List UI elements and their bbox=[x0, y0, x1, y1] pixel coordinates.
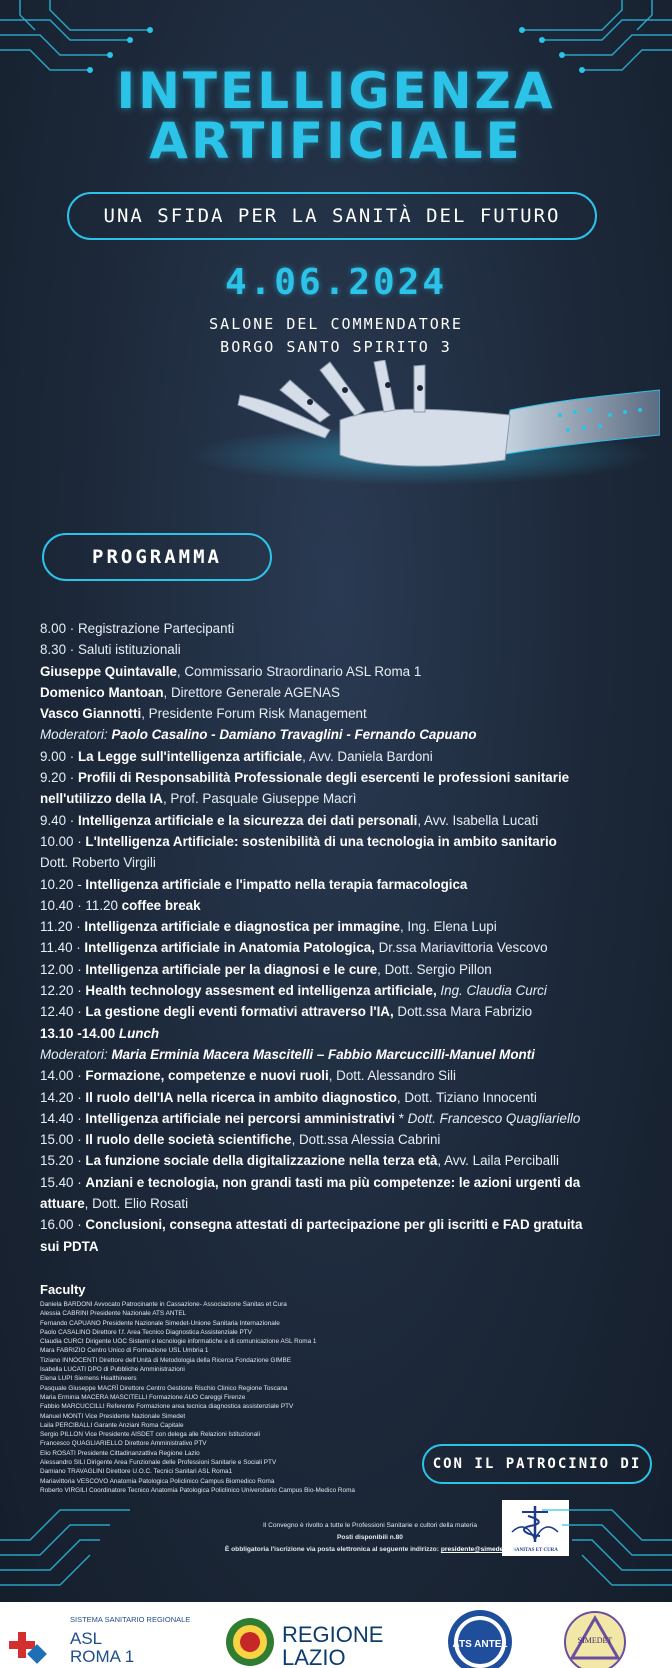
program-row bbox=[40, 1065, 640, 1086]
program-text: Intelligenza artificiale nei percorsi amministrativi bbox=[85, 1110, 396, 1126]
program-text: 14.40 · bbox=[40, 1110, 86, 1126]
faculty-item: Elio ROSATI Presidente Cittadinanzattiva Regione Lazio bbox=[40, 1449, 200, 1457]
program-text: 11.40 · bbox=[40, 940, 85, 956]
program-row bbox=[40, 1129, 640, 1150]
program-text: Anziani e tecnologia, non grandi tasti ma più competenze: le azioni urgenti da bbox=[85, 1174, 581, 1190]
program-text: , Dott. Tiziano Innocenti bbox=[396, 1089, 537, 1105]
footer-logo-bar bbox=[0, 1602, 672, 1668]
program-text: Giuseppe Quintavalle bbox=[40, 663, 177, 679]
program-text: , Dott. Alessandro Sili bbox=[328, 1068, 457, 1084]
program-text: 11.20 · bbox=[40, 919, 85, 935]
program-text: , Commissario Straordinario ASL Roma 1 bbox=[176, 663, 422, 679]
program-text: Il ruolo delle società scientifiche bbox=[85, 1132, 292, 1148]
program-row bbox=[40, 937, 640, 958]
program-row bbox=[40, 1044, 640, 1065]
regione-line2: LAZIO bbox=[282, 1645, 346, 1668]
faculty-item: Manuel MONTI Vice Presidente Nazionale Simedet bbox=[40, 1412, 186, 1420]
title-line-2: ARTIFICIALE bbox=[149, 112, 523, 170]
faculty-item: Alessia CABRINI Presidente Nazionale ATS ANTEL bbox=[40, 1310, 187, 1318]
note-registration bbox=[160, 1546, 580, 1553]
program-text: Ing. Claudia Curci bbox=[440, 983, 547, 999]
faculty-item: Maria Erminia MACERA MASCITELLI Formazione AUO Careggi Firenze bbox=[40, 1393, 246, 1401]
email-link[interactable]: presidente@simedet.eu bbox=[440, 1546, 516, 1553]
simedet-label: SIMEDET bbox=[577, 1636, 613, 1645]
faculty-item: Claudia CURCI Dirigente UOC Sistemi e tecnologie informatiche e di comunicazione ASL Roma 1 bbox=[40, 1338, 317, 1346]
program-text: 13.10 -14.00 bbox=[40, 1025, 119, 1041]
asl-line1: ASL bbox=[70, 1629, 103, 1648]
program-row bbox=[40, 895, 640, 916]
faculty-item: Francesco QUAGLIARIELLO Direttore Amministrativo PTV bbox=[40, 1440, 207, 1448]
program-text: Il ruolo dell'IA nella ricerca in ambito diagnostico bbox=[85, 1089, 397, 1105]
regione-lazio-logo bbox=[226, 1618, 274, 1666]
program-text: 9.00 · bbox=[40, 748, 78, 764]
title-line-1: INTELLIGENZA bbox=[116, 62, 556, 120]
event-date: 4.06.2024 bbox=[224, 262, 448, 303]
program-row bbox=[40, 1236, 640, 1257]
note-seats: Posti disponibili n.80 bbox=[337, 1534, 403, 1541]
program-row bbox=[40, 852, 640, 873]
program-text: 8.00 · bbox=[40, 621, 75, 636]
asl-small-label: SISTEMA SANITARIO REGIONALE bbox=[70, 1615, 191, 1624]
program-text: 8.30 · bbox=[40, 642, 75, 658]
program-text: La gestione degli eventi formativi attraverso l'IA, bbox=[85, 1004, 394, 1020]
program-row bbox=[40, 661, 640, 682]
program-text: Domenico Mantoan bbox=[40, 684, 164, 700]
program-row bbox=[40, 1193, 640, 1214]
faculty-item: Fernando CAPUANO Presidente Nazionale Simedet-Unione Sanitaria Internazionale bbox=[40, 1319, 280, 1327]
patrocinio-heading: CON IL PATROCINIO DI bbox=[422, 1444, 652, 1484]
program-row bbox=[40, 1108, 640, 1129]
program-text: L'Intelligenza Artificiale: sostenibilità di una tecnologia in ambito sanitario bbox=[85, 833, 557, 849]
circuit-decoration-bottom-left bbox=[0, 1500, 140, 1600]
venue-line-1: SALONE DEL COMMENDATORE bbox=[209, 315, 463, 333]
program-row bbox=[40, 618, 640, 639]
faculty-item: Damiano TRAVAGLINI Direttore U.O.C. Tecnici Sanitari ASL Roma1 bbox=[40, 1468, 233, 1476]
program-text: 9.20 · bbox=[40, 770, 78, 786]
program-text: attuare bbox=[40, 1196, 85, 1212]
robot-hand-illustration bbox=[180, 360, 660, 490]
program-row bbox=[40, 874, 640, 895]
program-text: Moderatori: bbox=[40, 727, 112, 743]
program-text: Conclusioni, consegna attestati di partecipazione per gli iscritti e FAD gratuita bbox=[85, 1217, 583, 1233]
program-text: , Presidente Forum Risk Management bbox=[141, 706, 367, 722]
program-text: 15.20 · bbox=[40, 1153, 86, 1169]
program-text: sui PDTA bbox=[40, 1238, 99, 1254]
ats-antel-label: ATS ANTEL bbox=[452, 1639, 508, 1650]
program-text: Maria Erminia Macera Mascitelli – Fabbio Marcuccilli-Manuel Monti bbox=[111, 1046, 535, 1062]
program-text: Intelligenza artificiale e la sicurezza dei dati personali bbox=[77, 812, 418, 828]
program-text: 12.40 · bbox=[40, 1004, 86, 1020]
program-text: , Ing. Elena Lupi bbox=[399, 919, 497, 935]
program-text: 15.40 · bbox=[40, 1174, 86, 1190]
program-row bbox=[40, 703, 640, 724]
program-text: Profili di Responsabilità Professionale degli esercenti le professioni sanitarie bbox=[77, 770, 570, 786]
program-text: 11.20 bbox=[85, 897, 122, 913]
program-text: Intelligenza artificiale in Anatomia Patologica, bbox=[84, 940, 375, 956]
faculty-item: Pasquale Giuseppe MACRÌ Direttore Centro Gestione Rischio Clinico Regione Toscana bbox=[40, 1384, 288, 1392]
program-text: * bbox=[395, 1110, 408, 1126]
asl-line2: ROMA 1 bbox=[70, 1647, 135, 1666]
program-text: , Avv. Laila Perciballi bbox=[437, 1153, 559, 1169]
program-text: Moderatori: bbox=[40, 1046, 112, 1062]
program-text: , Prof. Pasquale Giuseppe Macrì bbox=[162, 791, 357, 807]
program-text: Formazione, competenze e nuovi ruoli bbox=[85, 1068, 329, 1084]
program-text: 10.00 · bbox=[40, 833, 86, 849]
faculty-item: Daniela BARDONI Avvocato Patrocinante in Cassazione- Associazione Sanitas et Cura bbox=[40, 1301, 287, 1308]
program-text: Intelligenza artificiale e l'impatto nella terapia farmacologica bbox=[85, 876, 468, 892]
program-text: Dott. Francesco Quagliariello bbox=[407, 1110, 581, 1126]
program-text: 10.40 · bbox=[40, 897, 86, 913]
faculty-item: Tiziano INNOCENTI Direttore dell'Unità di Metodologia della Ricerca Fondazione GIMBE bbox=[40, 1356, 292, 1364]
program-text: 12.20 · bbox=[40, 983, 86, 999]
note-registration-text: È obbligatoria l'iscrizione via posta elettronica al seguente indirizzo: bbox=[224, 1546, 441, 1553]
faculty-item: Laila PERCIBALLI Garante Anziani Roma Capitale bbox=[40, 1421, 184, 1429]
program-text: La Legge sull'intelligenza artificiale bbox=[77, 748, 303, 764]
program-text: 14.00 · bbox=[40, 1068, 86, 1084]
program-text: , Avv. Daniela Bardoni bbox=[302, 748, 433, 764]
program-text: Lunch bbox=[118, 1025, 160, 1041]
program-text: Registrazione Partecipanti bbox=[74, 621, 235, 636]
program-row bbox=[40, 1214, 640, 1235]
program-text: 12.00 · bbox=[40, 961, 86, 977]
regione-line1: REGIONE bbox=[282, 1622, 384, 1647]
program-row bbox=[40, 1023, 640, 1044]
program-row bbox=[40, 831, 640, 852]
program-text: 15.00 · bbox=[40, 1132, 86, 1148]
program-text: 9.40 · bbox=[40, 812, 78, 828]
program-text: Health technology assesment ed intelligenza artificiale, bbox=[85, 983, 437, 999]
program-text: nell'utilizzo della IA bbox=[40, 791, 163, 807]
program-text: La funzione sociale della digitalizzazione nella terza età bbox=[85, 1153, 438, 1169]
program-row bbox=[40, 1087, 640, 1108]
program-text: Vasco Giannotti bbox=[40, 706, 142, 722]
program-row bbox=[40, 639, 640, 660]
faculty-item: Roberto VIRGILI Coordinatore Tecnico Anatomia Patologica Policlinico Universitario Campus Bio-Medico Roma bbox=[40, 1486, 355, 1494]
program-row bbox=[40, 959, 640, 980]
program-text: Intelligenza artificiale e diagnostica per immagine bbox=[84, 919, 400, 935]
program-row bbox=[40, 980, 640, 1001]
faculty-item: Sergio PILLON Vice Presidente AISDET con delega alle Relazioni Istituzionali bbox=[40, 1431, 261, 1439]
program-text: Paolo Casalino - Damiano Travaglini - Fernando Capuano bbox=[111, 727, 477, 743]
program-row bbox=[40, 724, 640, 745]
note-audience: Il Convegno è rivolto a tutte le Professioni Sanitarie e cultori della materia bbox=[262, 1522, 478, 1529]
footer-logos bbox=[0, 1602, 672, 1668]
program-text: Dott. Roberto Virgili bbox=[40, 855, 156, 871]
program-row bbox=[40, 1172, 640, 1193]
program-row bbox=[40, 916, 640, 937]
faculty-item: Paolo CASALINO Direttore f.f. Area Tecnico Diagnostica Assistenziale PTV bbox=[40, 1328, 252, 1336]
faculty-item: Isabella LUCATI DPO di Pubbliche Amministrazioni bbox=[40, 1366, 185, 1374]
program-text: Saluti istituzionali bbox=[74, 642, 181, 658]
program-row bbox=[40, 788, 640, 809]
faculty-list bbox=[40, 1300, 440, 1495]
program-text: 16.00 · bbox=[40, 1217, 86, 1233]
faculty-item: Mariavittoria VESCOVO Anatomia Patologica Policlinico Campus Biomedico Roma bbox=[40, 1477, 275, 1485]
program-text: , Dott.ssa Alessia Cabrini bbox=[291, 1132, 441, 1148]
program-list bbox=[40, 618, 640, 1257]
faculty-item: Fabbio MARCUCCILLI Referente Formazione area tecnica diagnostica assistenziale PTV bbox=[40, 1403, 294, 1411]
program-row bbox=[40, 1150, 640, 1171]
program-text: , Avv. Isabella Lucati bbox=[417, 812, 539, 828]
program-text: , Dott. Elio Rosati bbox=[84, 1196, 189, 1212]
program-text: 14.20 · bbox=[40, 1089, 86, 1105]
program-row bbox=[40, 682, 640, 703]
faculty-item: Alessandro SILI Dirigente Area Funzionale delle Professioni Sanitarie e Sociali PTV bbox=[40, 1459, 277, 1467]
program-row bbox=[40, 810, 640, 831]
program-row bbox=[40, 1001, 640, 1022]
faculty-heading: Faculty bbox=[40, 1282, 86, 1297]
program-text: Dott.ssa Mara Fabrizio bbox=[393, 1004, 533, 1020]
subtitle: UNA SFIDA PER LA SANITÀ DEL FUTURO bbox=[67, 192, 597, 240]
program-text: 10.20 - bbox=[40, 876, 86, 892]
programma-heading: PROGRAMMA bbox=[42, 533, 272, 581]
faculty-item: Elena LUPI Siemens Healthineers bbox=[40, 1375, 137, 1383]
sanitas-logo-text: SANITAS ET CURA bbox=[513, 1548, 558, 1553]
program-text: , Dott. Sergio Pillon bbox=[377, 961, 492, 977]
faculty-item: Mara FABRIZIO Centro Unico di Formazione USL Umbria 1 bbox=[40, 1347, 209, 1355]
program-text: Intelligenza artificiale per la diagnosi e le cure bbox=[85, 961, 378, 977]
venue-line-2: BORGO SANTO SPIRITO 3 bbox=[220, 338, 452, 356]
program-text: , Direttore Generale AGENAS bbox=[163, 684, 340, 700]
program-row bbox=[40, 767, 640, 788]
program-text: coffee break bbox=[121, 897, 201, 913]
program-row bbox=[40, 746, 640, 767]
program-text: Dr.ssa Mariavittoria Vescovo bbox=[374, 940, 548, 956]
